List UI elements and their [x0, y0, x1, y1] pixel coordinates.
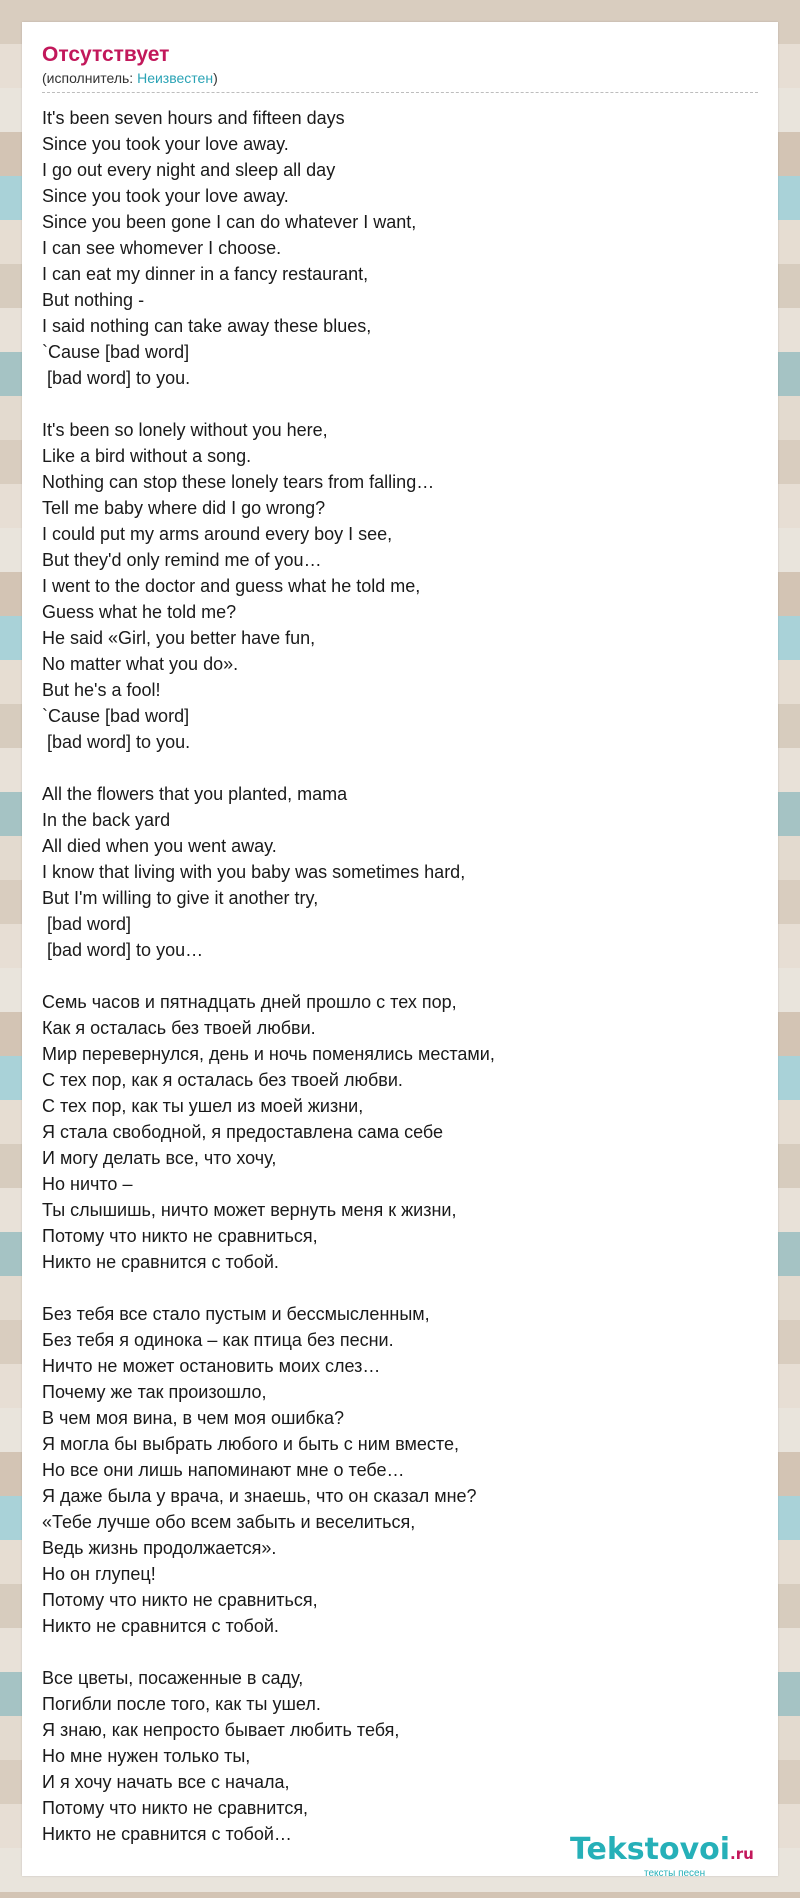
lyric-line: Мир перевернулся, день и ночь поменялись местами, [42, 1044, 495, 1064]
lyric-line: В чем моя вина, в чем моя ошибка? [42, 1408, 345, 1428]
lyric-line: Погибли после того, как ты ушел. [42, 1694, 321, 1714]
lyric-line: Like a bird without a song. [42, 446, 252, 466]
logo-main-text: Tekstovoi [570, 1832, 731, 1867]
lyric-line: But I'm willing to give it another try, [42, 888, 319, 908]
logo-wordmark [570, 1832, 754, 1872]
lyric-line: `Cause [bad word] [42, 706, 190, 726]
site-logo[interactable] [570, 1832, 770, 1882]
logo-tagline: тексты песен [644, 1868, 706, 1879]
lyric-line: Nothing can stop these lonely tears from falling… [42, 472, 435, 492]
lyric-line: It's been so lonely without you here, [42, 420, 328, 440]
lyric-line: But he's a fool! [42, 680, 161, 700]
lyric-line: Since you took your love away. [42, 186, 289, 206]
lyric-line: Guess what he told me? [42, 602, 237, 622]
lyric-line: [bad word] to you. [42, 732, 191, 752]
lyric-line: It's been seven hours and fifteen days [42, 108, 345, 128]
lyric-line [42, 391, 758, 417]
lyric-line: No matter what you do». [42, 654, 239, 674]
artist-prefix: (исполнитель: [42, 70, 138, 86]
lyric-line: Since you took your love away. [42, 134, 289, 154]
lyric-line: I go out every night and sleep all day [42, 160, 336, 180]
lyric-line: Но он глупец! [42, 1564, 156, 1584]
lyric-line: Я могла бы выбрать любого и быть с ним вместе, [42, 1434, 459, 1454]
lyric-line: Я знаю, как непросто бывает любить тебя, [42, 1720, 400, 1740]
lyric-line: Без тебя все стало пустым и бессмысленным, [42, 1304, 430, 1324]
header-divider [42, 92, 758, 93]
artist-link[interactable]: Неизвестен [137, 70, 214, 86]
lyric-line: Семь часов и пятнадцать дней прошло с тех пор, [42, 992, 457, 1012]
lyric-line: С тех пор, как я осталась без твоей любви. [42, 1070, 403, 1090]
lyric-line: С тех пор, как ты ушел из моей жизни, [42, 1096, 364, 1116]
lyric-line: Потому что никто не сравниться, [42, 1226, 318, 1246]
lyric-line: Since you been gone I can do whatever I want, [42, 212, 417, 232]
lyric-line: Ничто не может остановить моих слез… [42, 1356, 381, 1376]
artist-line [42, 69, 758, 87]
lyric-line [42, 1639, 758, 1665]
lyric-line: Но ничто – [42, 1174, 133, 1194]
lyric-line: Ты слышишь, ничто может вернуть меня к жизни, [42, 1200, 457, 1220]
lyric-line: Я стала свободной, я предоставлена сама себе [42, 1122, 444, 1142]
lyric-line: И могу делать все, что хочу, [42, 1148, 277, 1168]
lyric-line: I know that living with you baby was sometimes hard, [42, 862, 466, 882]
lyric-line: Все цветы, посаженные в саду, [42, 1668, 304, 1688]
lyric-line: Потому что никто не сравниться, [42, 1590, 318, 1610]
artist-suffix: ) [213, 70, 218, 86]
lyric-line: All died when you went away. [42, 836, 277, 856]
page-card [22, 22, 778, 1879]
lyric-line: `Cause [bad word] [42, 342, 190, 362]
lyric-line: Почему же так произошло, [42, 1382, 267, 1402]
lyric-line: He said «Girl, you better have fun, [42, 628, 316, 648]
lyric-line: [bad word] to you… [42, 940, 204, 960]
lyric-line: I went to the doctor and guess what he told me, [42, 576, 421, 596]
lyric-line: Я даже была у врача, и знаешь, что он сказал мне? [42, 1486, 477, 1506]
lyric-line: But nothing - [42, 290, 145, 310]
lyric-line: Никто не сравнится с тобой… [42, 1824, 292, 1844]
lyric-line: Никто не сравнится с тобой. [42, 1616, 279, 1636]
lyric-line: [bad word] to you. [42, 368, 191, 388]
song-header [42, 42, 758, 93]
lyric-line: Без тебя я одинока – как птица без песни. [42, 1330, 394, 1350]
lyric-line: Но мне нужен только ты, [42, 1746, 251, 1766]
lyric-line: But they'd only remind me of you… [42, 550, 322, 570]
lyric-line: In the back yard [42, 810, 171, 830]
song-title: Отсутствует [42, 43, 170, 66]
lyric-line [42, 755, 758, 781]
lyric-line: [bad word] [42, 914, 132, 934]
lyric-line: Потому что никто не сравнится, [42, 1798, 309, 1818]
lyric-line: I can see whomever I choose. [42, 238, 282, 258]
lyrics-text [42, 105, 758, 1847]
lyric-line: Как я осталась без твоей любви. [42, 1018, 316, 1038]
lyric-line: I can eat my dinner in a fancy restaurant, [42, 264, 369, 284]
logo-domain-suffix: .ru [730, 1845, 754, 1863]
lyric-line: All the flowers that you planted, mama [42, 784, 348, 804]
lyric-line: «Тебе лучше обо всем забыть и веселиться, [42, 1512, 416, 1532]
lyric-line: Но все они лишь напоминают мне о тебе… [42, 1460, 405, 1480]
lyric-line: I could put my arms around every boy I see, [42, 524, 393, 544]
lyric-line: Tell me baby where did I go wrong? [42, 498, 326, 518]
lyric-line: И я хочу начать все с начала, [42, 1772, 290, 1792]
lyric-line: Ведь жизнь продолжается». [42, 1538, 277, 1558]
lyric-line: Никто не сравнится с тобой. [42, 1252, 279, 1272]
lyric-line [42, 963, 758, 989]
lyric-line: I said nothing can take away these blues, [42, 316, 372, 336]
lyric-line [42, 1275, 758, 1301]
